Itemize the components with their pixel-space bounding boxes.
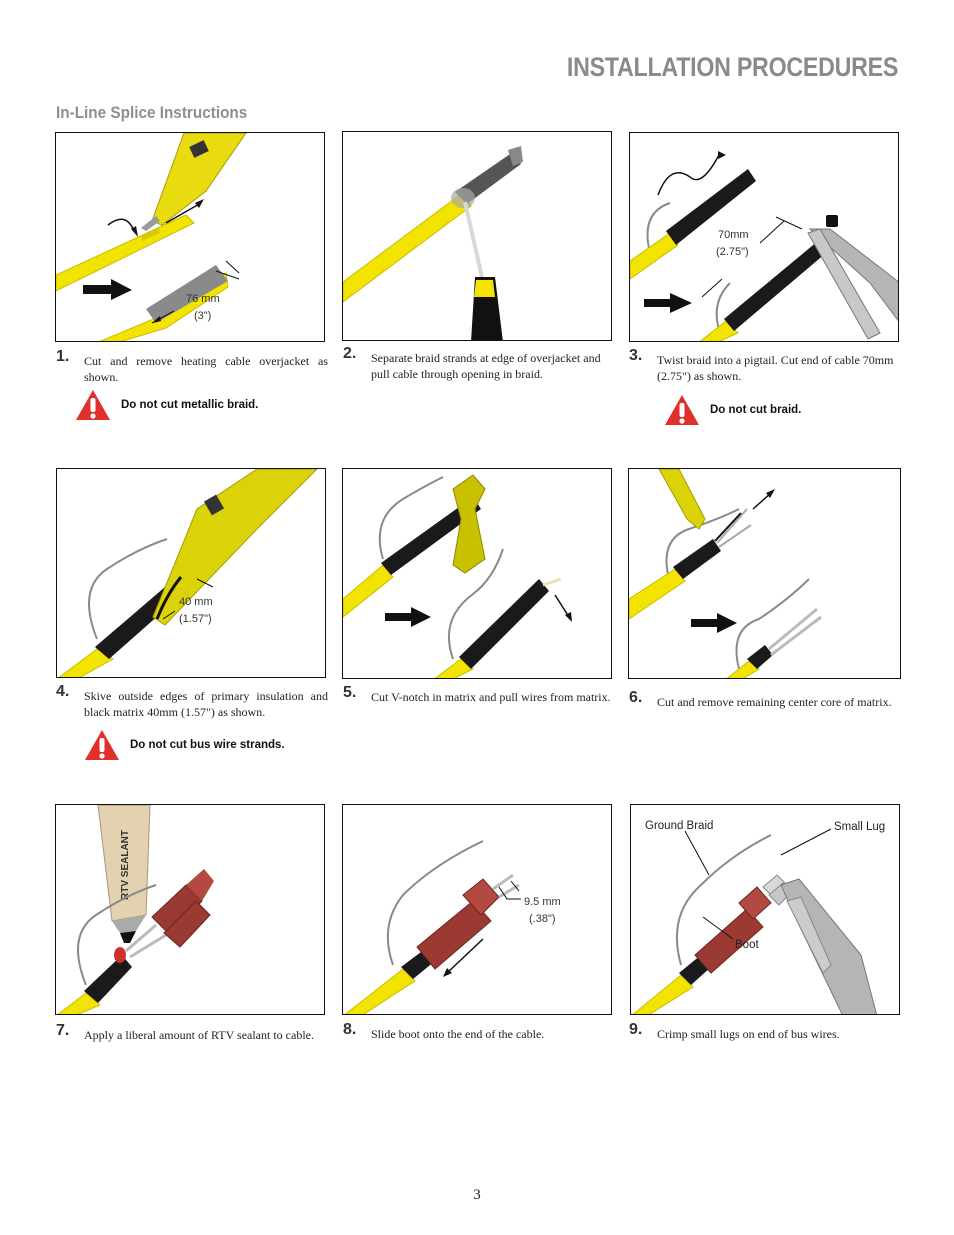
step-1-warning — [75, 388, 258, 422]
label-ground-braid: Ground Braid — [645, 820, 714, 832]
step-1-dim-in: (3") — [194, 310, 212, 322]
step-4-dim-mm: 40 mm — [179, 596, 213, 608]
step-4-warning — [84, 728, 285, 762]
step-3-warning-text: Do not cut braid. — [710, 404, 802, 416]
step-5 — [343, 684, 615, 705]
step-4 — [56, 683, 328, 720]
page-title: INSTALLATION PROCEDURES — [566, 52, 898, 82]
step-8-illustration — [342, 804, 612, 1015]
step-7-number: 7. — [56, 1022, 70, 1039]
step-8-dim-in: (.38") — [529, 913, 556, 925]
label-small-lug: Small Lug — [834, 821, 886, 833]
warning-icon — [75, 389, 111, 421]
step-1-dim-mm: 76 mm — [186, 293, 220, 305]
step-7 — [56, 1022, 328, 1043]
step-4-text: Skive outside edges of primary insulation and black matrix 40mm (1.57") as shown. — [84, 689, 328, 719]
step-4-illustration — [56, 468, 326, 678]
tube-label: RTV SEALANT — [120, 830, 131, 900]
step-1-warning-text: Do not cut metallic braid. — [121, 399, 259, 411]
step-9-number: 9. — [629, 1021, 643, 1038]
step-7-text: Apply a liberal amount of RTV sealant to cable. — [84, 1028, 314, 1042]
step-3-number: 3. — [629, 347, 643, 364]
step-3 — [629, 347, 901, 384]
page-number: 3 — [473, 1187, 481, 1203]
step-5-number: 5. — [343, 684, 357, 701]
label-boot: Boot — [735, 939, 759, 951]
step-2 — [343, 345, 615, 382]
warning-icon — [84, 729, 120, 761]
step-3-dim-mm: 70mm — [718, 229, 749, 241]
step-5-text: Cut V-notch in matrix and pull wires from matrix. — [371, 690, 611, 704]
step-8-number: 8. — [343, 1021, 357, 1038]
step-6-number: 6. — [629, 689, 643, 706]
step-1-number: 1. — [56, 348, 70, 365]
step-7-illustration — [55, 804, 325, 1015]
step-1 — [56, 348, 328, 385]
step-9-text: Crimp small lugs on end of bus wires. — [657, 1027, 840, 1041]
step-8 — [343, 1021, 615, 1042]
step-1-illustration — [55, 132, 325, 342]
step-8-text: Slide boot onto the end of the cable. — [371, 1027, 545, 1041]
step-6-illustration — [628, 468, 901, 679]
step-3-dim-in: (2.75") — [716, 246, 749, 258]
step-6 — [629, 689, 903, 710]
step-4-warning-text: Do not cut bus wire strands. — [130, 739, 285, 751]
step-5-illustration — [342, 468, 612, 679]
step-1-text: Cut and remove heating cable overjacket as shown. — [84, 354, 328, 384]
warning-icon — [664, 394, 700, 426]
step-3-warning — [664, 393, 801, 427]
step-2-illustration — [342, 131, 612, 341]
step-4-dim-in: (1.57") — [179, 613, 212, 625]
step-3-text: Twist braid into a pigtail. Cut end of cable 70mm (2.75") as shown. — [657, 353, 894, 383]
step-8-dim-mm: 9.5 mm — [524, 896, 561, 908]
step-6-text: Cut and remove remaining center core of matrix. — [657, 695, 892, 709]
step-3-illustration — [629, 132, 899, 342]
section-title: In-Line Splice Instructions — [56, 103, 248, 122]
step-4-number: 4. — [56, 683, 70, 700]
step-2-number: 2. — [343, 345, 357, 362]
step-9 — [629, 1021, 901, 1042]
step-9-illustration — [630, 804, 900, 1015]
step-2-text: Separate braid strands at edge of overjacket and pull cable through opening in braid. — [371, 351, 601, 381]
